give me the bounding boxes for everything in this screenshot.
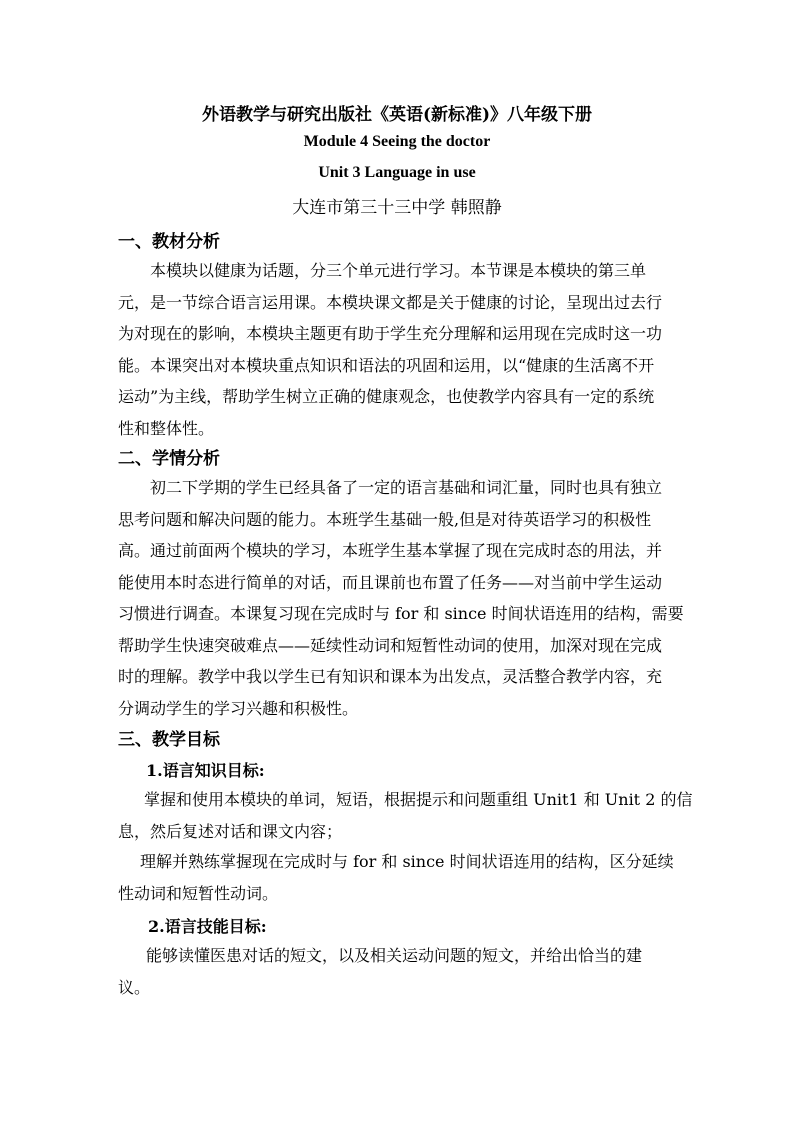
paragraph-line: 息，然后复述对话和课文内容；	[118, 821, 343, 841]
paragraph-line: 高。通过前面两个模块的学习，本班学生基本掌握了现在完成时态的用法，并	[118, 541, 663, 560]
objective-heading-language-knowledge: 1.语言知识目标:	[146, 761, 265, 780]
paragraph-line: 时的理解。教学中我以学生已有知识和课本为出发点，灵活整合教学内容，充	[118, 667, 663, 686]
paragraph-line: 帮助学生快速突破难点——延续性动词和短暂性动词的使用，加深对现在完成	[118, 635, 663, 655]
objective-heading-language-skills: 2.语言技能目标:	[148, 917, 267, 936]
unit-title: Unit 3 Language in use	[318, 164, 476, 181]
objective-paragraph-knowledge-b	[118, 846, 683, 909]
section-heading-teaching-objectives: 三、教学目标	[118, 730, 220, 750]
section-heading-textbook-analysis: 一、教材分析	[118, 232, 220, 252]
paragraph-line: 运动”为主线，帮助学生树立正确的健康观念，也使教学内容具有一定的系统	[118, 387, 655, 406]
paragraph-line: 习惯进行调查。本课复习现在完成时与 for 和 since 时间状语连用的结构，需要	[118, 604, 684, 623]
paragraph-line: 为对现在的影响，本模块主题更有助于学生充分理解和运用现在完成时这一功	[118, 324, 663, 343]
section-heading-learner-analysis: 二、学情分析	[118, 449, 220, 469]
objective-paragraph-skills	[118, 940, 683, 1003]
section-paragraph-textbook-analysis	[118, 255, 683, 444]
section-paragraph-learner-analysis	[118, 472, 683, 724]
objective-paragraph-knowledge-a	[118, 784, 693, 847]
document-title: 外语教学与研究出版社《英语(新标准)》八年级下册	[201, 105, 593, 125]
paragraph-line: 能使用本时态进行简单的对话，而且课前也布置了任务——对当前中学生运动	[118, 572, 663, 592]
paragraph-line: 性和整体性。	[118, 418, 215, 438]
paragraph-line: 思考问题和解决问题的能力。本班学生基础一般,但是对待英语学习的积极性	[118, 509, 652, 529]
paragraph-line: 能。本课突出对本模块重点知识和语法的巩固和运用，以“健康的生活离不开	[118, 355, 655, 375]
paragraph-line: 性动词和短暂性动词。	[118, 883, 279, 903]
paragraph-line: 能够读懂医患对话的短文，以及相关运动问题的短文，并给出恰当的建	[146, 946, 643, 965]
paragraph-line: 掌握和使用本模块的单词，短语，根据提示和问题重组 Unit1 和 Unit 2 的信	[144, 790, 693, 809]
paragraph-line: 本模块以健康为话题，分三个单元进行学习。本节课是本模块的第三单	[150, 261, 647, 280]
author-line: 大连市第三十三中学 韩照静	[292, 198, 502, 218]
paragraph-line: 议。	[118, 977, 151, 997]
paragraph-line: 初二下学期的学生已经具备了一定的语言基础和词汇量，同时也具有独立	[150, 478, 663, 497]
paragraph-line: 理解并熟练掌握现在完成时与 for 和 since 时间状语连用的结构，区分延续	[140, 852, 674, 871]
paragraph-line: 元，是一节综合语言运用课。本模块课文都是关于健康的讨论，呈现出过去行	[118, 292, 663, 312]
paragraph-line: 分调动学生的学习兴趣和积极性。	[118, 698, 359, 718]
module-title: Module 4 Seeing the doctor	[303, 133, 491, 150]
